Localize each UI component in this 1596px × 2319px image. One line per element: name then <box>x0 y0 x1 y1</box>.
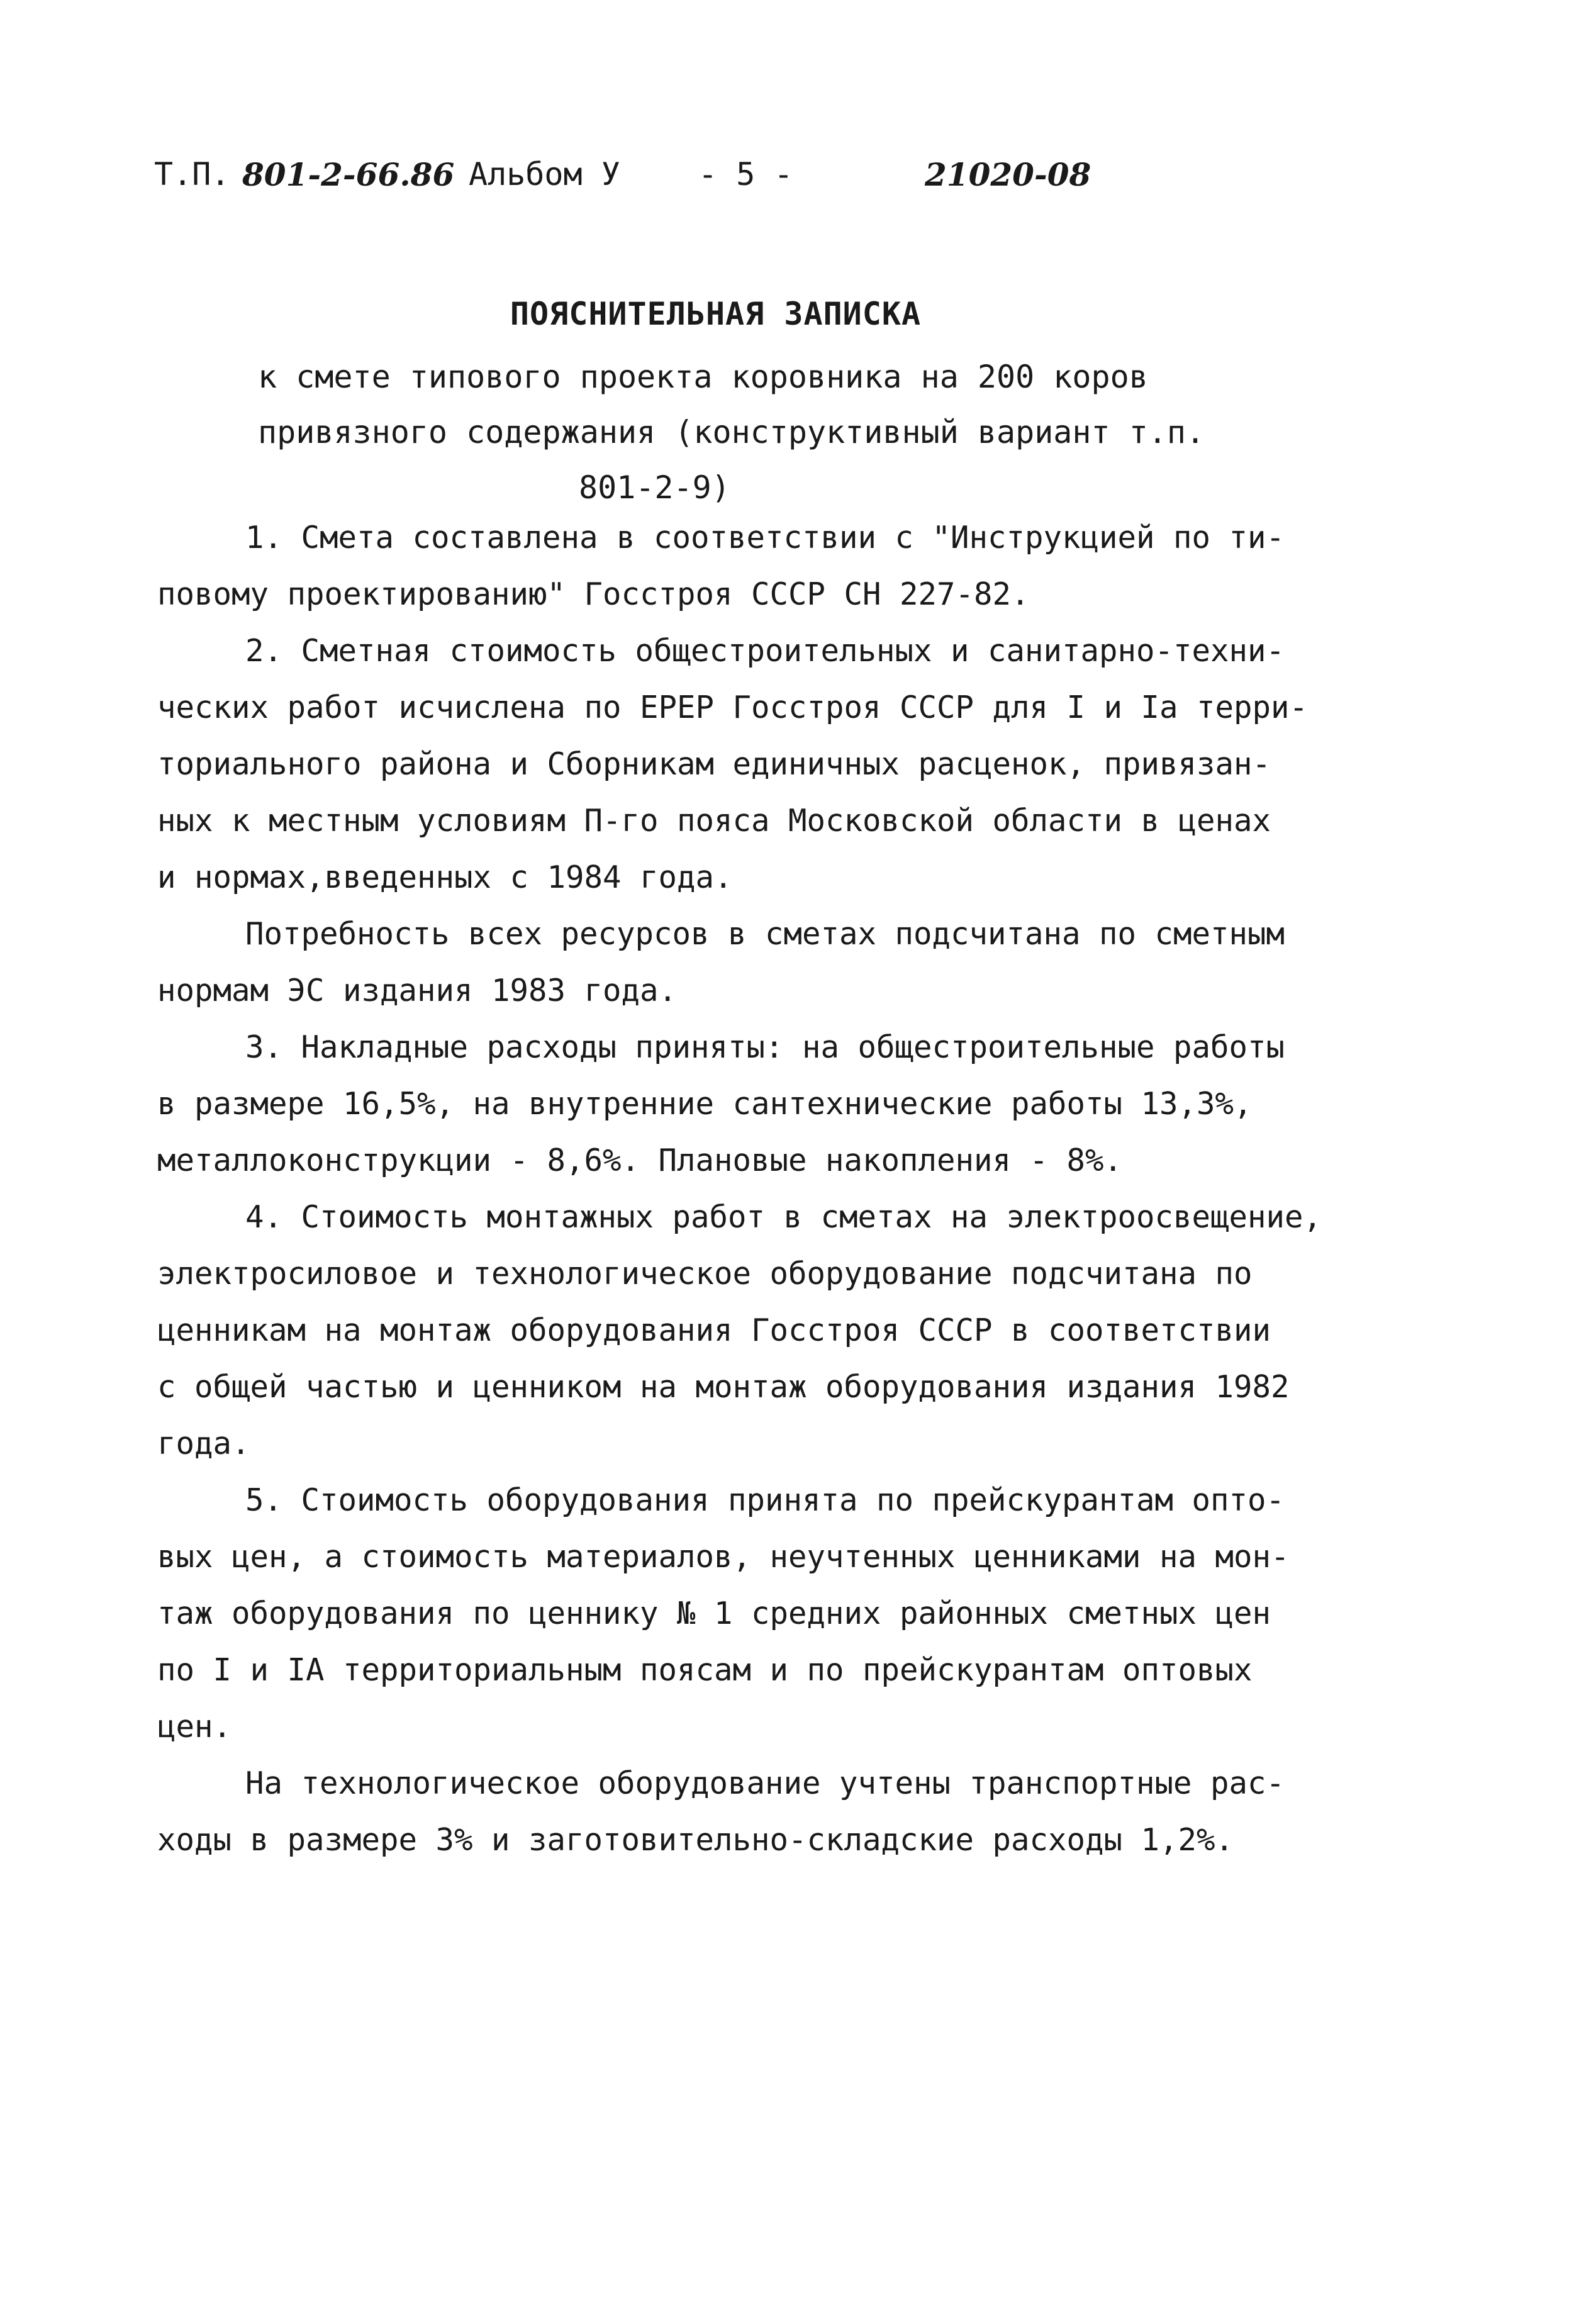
paragraph-line: ходы в размере 3% и заготовительно-складские расходы 1,2%. <box>157 1822 1234 1858</box>
paragraph-line: ценникам на монтаж оборудования Госстроя СССР в соответствии <box>157 1312 1271 1348</box>
paragraph-5 <box>157 1472 1290 1755</box>
subtitle-line: привязного содержания (конструктивный вариант т.п. <box>258 414 1205 450</box>
paragraph-line: ческих работ исчислена по ЕРЕР Госстроя СССР для I и Iа терри- <box>157 690 1309 725</box>
paragraph-line: электросиловое и технологическое оборудование подсчитана по <box>157 1256 1253 1292</box>
paragraph-line: нормам ЭС издания 1983 года. <box>157 973 678 1009</box>
header-project-number: 801-2-66.86 <box>242 156 455 193</box>
paragraph-3 <box>157 1019 1285 1189</box>
header-prefix: Т.П. <box>154 156 230 193</box>
paragraph-line: Потребность всех ресурсов в сметах подсчитана по сметным <box>245 916 1285 952</box>
paragraph-line: вых цен, а стоимость материалов, неучтенных ценниками на мон- <box>157 1539 1290 1575</box>
paragraph-line: с общей частью и ценником на монтаж оборудования издания 1982 <box>157 1369 1290 1405</box>
subtitle-line: 801-2-9) <box>579 469 730 506</box>
document-body <box>157 510 1322 1869</box>
paragraph-line: 5. Стоимость оборудования принята по прейскурантам опто- <box>245 1482 1285 1518</box>
paragraph-line: На технологическое оборудование учтены транспортные рас- <box>245 1765 1285 1801</box>
paragraph-line: 4. Стоимость монтажных работ в сметах на электроосвещение, <box>245 1199 1322 1235</box>
paragraph-4 <box>157 1189 1322 1472</box>
paragraph-2 <box>157 623 1309 906</box>
header-album: Альбом У <box>469 156 620 193</box>
paragraph-line: и нормах,введенных с 1984 года. <box>157 859 733 895</box>
paragraph-line: в размере 16,5%, на внутренние сантехнические работы 13,3%, <box>157 1086 1253 1122</box>
paragraph-line: металлоконструкции - 8,6%. Плановые накопления - 8%. <box>157 1143 1123 1178</box>
paragraph-resources <box>157 906 1285 1019</box>
subtitle-line: к смете типового проекта коровника на 200 коров <box>258 359 1148 395</box>
document-subtitle <box>258 349 1205 515</box>
paragraph-line: повому проектированию" Госстроя СССР СН 227-82. <box>157 576 1030 612</box>
paragraph-line: ториального района и Сборникам единичных расценок, привязан- <box>157 746 1271 782</box>
page-header <box>154 156 1224 206</box>
paragraph-line: цен. <box>157 1709 232 1745</box>
paragraph-line: 1. Смета составлена в соответствии с "Инструкцией по ти- <box>245 520 1285 556</box>
header-page-number: - 5 - <box>698 156 793 193</box>
paragraph-line: 3. Накладные расходы приняты: на общестроительные работы <box>245 1029 1285 1065</box>
document-title: ПОЯСНИТЕЛЬНАЯ ЗАПИСКА <box>510 296 922 332</box>
header-code: 21020-08 <box>925 156 1091 193</box>
paragraph-line: 2. Сметная стоимость общестроительных и санитарно-техни- <box>245 633 1285 669</box>
paragraph-line: года. <box>157 1426 250 1461</box>
paragraph-line: таж оборудования по ценнику № 1 средних районных сметных цен <box>157 1595 1271 1631</box>
paragraph-line: по I и IA территориальным поясам и по прейскурантам оптовых <box>157 1652 1253 1688</box>
paragraph-line: ных к местным условиям П-го пояса Московской области в ценах <box>157 803 1271 839</box>
paragraph-1 <box>157 510 1285 623</box>
paragraph-transport <box>157 1755 1285 1869</box>
